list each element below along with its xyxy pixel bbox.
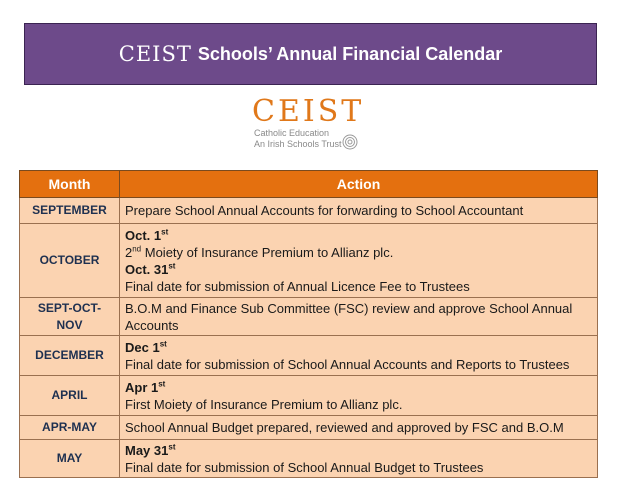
month-cell: SEPTEMBER	[20, 198, 120, 224]
action-cell	[120, 440, 598, 478]
action-text: Final date for submission of School Annual Accounts and Reports to Trustees	[125, 356, 570, 372]
action-cell: B.O.M and Finance Sub Committee (FSC) review and approve School Annual Accounts	[120, 298, 598, 336]
calendar-table	[19, 170, 598, 478]
action-cell: Prepare School Annual Accounts for forwarding to School Accountant	[120, 198, 598, 224]
table-row	[20, 224, 598, 298]
ordinal-suffix: nd	[132, 244, 142, 254]
action-column-header: Action	[120, 171, 598, 198]
title-banner	[24, 23, 597, 85]
action-cell: School Annual Budget prepared, reviewed and approved by FSC and B.O.M	[120, 416, 598, 440]
date-suffix: st	[168, 261, 176, 271]
table-row	[20, 198, 598, 224]
action-text: Moiety of Insurance Premium to Allianz plc.	[141, 244, 394, 260]
month-line: NOV	[56, 317, 83, 332]
action-text: Final date for submission of School Annual Budget to Trustees	[125, 459, 484, 475]
table-row	[20, 416, 598, 440]
ceist-logo	[250, 96, 370, 156]
month-cell: APRIL	[20, 376, 120, 416]
action-text: Final date for submission of Annual Licence Fee to Trustees	[125, 278, 470, 294]
month-cell: OCTOBER	[20, 224, 120, 298]
date-suffix: st	[158, 379, 166, 389]
swirl-icon	[342, 134, 358, 150]
date-label: May 31	[125, 442, 169, 458]
month-cell: APR-MAY	[20, 416, 120, 440]
table-row	[20, 298, 598, 336]
banner-brand: CEIST	[118, 42, 192, 66]
table-row	[20, 376, 598, 416]
month-column-header: Month	[20, 171, 120, 198]
table-row	[20, 336, 598, 376]
date-label: Dec 1	[125, 339, 160, 355]
ordinal-number: 2	[125, 244, 133, 260]
action-text: First Moiety of Insurance Premium to Allianz plc.	[125, 396, 403, 412]
logo-tagline-2: An Irish Schools Trust	[254, 139, 342, 149]
logo-tagline-1: Catholic Education	[254, 128, 330, 138]
date-suffix: st	[161, 227, 169, 237]
action-cell	[120, 336, 598, 376]
date-label: Oct. 31	[125, 261, 169, 277]
date-suffix: st	[159, 339, 167, 349]
action-cell	[120, 224, 598, 298]
date-suffix: st	[168, 442, 176, 452]
month-cell	[20, 298, 120, 336]
month-line: SEPT-OCT-	[37, 300, 102, 315]
month-cell: MAY	[20, 440, 120, 478]
page-title: Schools’ Annual Financial Calendar	[197, 43, 503, 64]
date-label: Oct. 1	[125, 227, 162, 243]
date-label: Apr 1	[125, 379, 159, 395]
action-cell	[120, 376, 598, 416]
month-cell: DECEMBER	[20, 336, 120, 376]
table-header-row	[20, 171, 598, 198]
table-row	[20, 440, 598, 478]
logo-wordmark: CEIST	[252, 94, 365, 129]
